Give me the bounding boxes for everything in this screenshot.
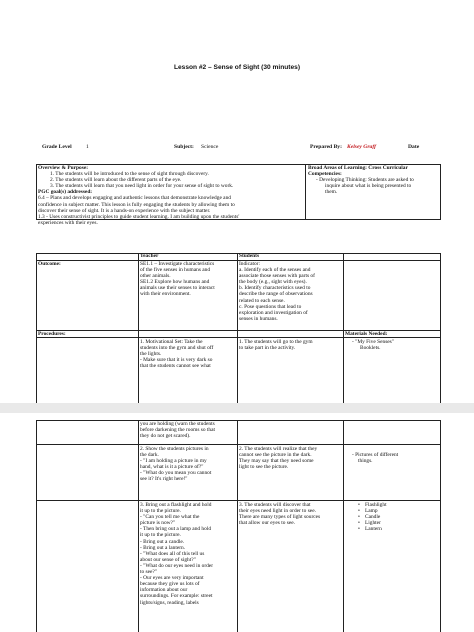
procedure-teacher-cell	[140, 339, 236, 369]
document-page-2	[0, 413, 474, 632]
pgc-line: discover their sense of sight. It is a hands-on experience with the subject matter.	[38, 207, 211, 214]
row3-teacher-cell	[140, 502, 236, 606]
pgc-line: 6.4 – Plans and develops engaging and authentic lessons that demonstrate knowledge and	[38, 195, 231, 202]
cell-line: - "What do you mean you cannot	[140, 470, 212, 477]
cell-line: SE1.1 – Investigate characteristics	[140, 261, 215, 267]
cell-line: 2. Show the students pictures in	[140, 446, 209, 452]
cell-line: 1. Motivational Set: Take the	[140, 339, 203, 345]
cell-line: describe the range of observations	[239, 291, 313, 298]
cell-line: - Make sure that it is very dark so	[140, 357, 213, 364]
procedure-materials-cell	[352, 339, 440, 351]
date-label: Date	[408, 144, 420, 150]
row2-materials-cell	[352, 452, 440, 464]
cell-line: it up to the picture.	[140, 532, 181, 539]
cell-line: There are many types of light sources	[239, 514, 321, 521]
cell-line: they do not get scared).	[140, 433, 191, 440]
row3-students-cell	[239, 502, 342, 526]
pgc-line: confidence in subject matter. This lesson is fully engaging the students by allowing them to	[38, 201, 235, 208]
cell-line: senses in humans.	[239, 315, 278, 322]
cell-line: 3. Bring out a flashlight and hold	[140, 502, 212, 508]
broad-areas-item: them.	[325, 189, 338, 196]
cell-line: things.	[358, 458, 373, 465]
outcome-students-cell	[239, 261, 342, 322]
outcome-label: Outcome:	[38, 261, 61, 267]
cell-line: the lights.	[140, 351, 162, 358]
cell-line: animals use their senses to interact	[140, 285, 215, 292]
cell-line: 1. The students will go to the gym	[239, 339, 313, 345]
cell-line: light to see the picture.	[239, 464, 289, 471]
cell-line: - Bring out a candle.	[140, 538, 185, 545]
cell-line: the dark.	[140, 452, 159, 459]
overview-divider	[305, 164, 306, 220]
cell-line: - Pictures of different	[352, 452, 399, 458]
material-bullet-item: • Lighter	[358, 520, 440, 526]
cell-line: information about our	[140, 587, 188, 594]
table-col-line	[237, 253, 238, 403]
material-bullet-item: • Flashlight	[358, 502, 440, 508]
cell-line: exploration and investigation of	[239, 309, 308, 316]
cell-line: c. Pose questions that lead to	[239, 303, 302, 310]
table-row-line	[36, 500, 441, 501]
procedure-students-cell	[239, 339, 342, 351]
overview-item: 3. The students will learn that you need light in order for your sense of sight to work.	[50, 183, 234, 190]
cell-line: see it? It's right here!"	[140, 476, 188, 483]
table-row-line	[36, 444, 441, 445]
cell-line: their eyes need light in order to see.	[239, 508, 316, 515]
grade-value: 1	[86, 144, 89, 150]
cell-line: b. Identify characteristics used to	[239, 285, 311, 292]
overview-section	[38, 165, 304, 226]
overview-item: 1. The students will be introduced to the sense of sight through discovery.	[50, 171, 209, 178]
cell-line: - "What do our eyes need in order	[140, 562, 213, 569]
overview-item: 2. The students will learn about the different parts of the eye.	[50, 177, 182, 184]
prepared-by-value: Kelsey Graff	[347, 144, 376, 150]
table-col-line	[237, 420, 238, 632]
row2-students-cell	[239, 446, 342, 470]
cell-line: lights/signs, reading, labels	[140, 599, 199, 606]
cell-line: SE1.2 Explore how humans and	[140, 279, 210, 286]
subject-value: Science	[201, 144, 219, 150]
lesson-title: Lesson #2 – Sense of Sight (30 minutes)	[173, 64, 301, 71]
cell-line: They may say that they need some	[239, 458, 314, 465]
cell-line: other animals.	[140, 273, 171, 280]
cell-line: cannot see the picture in the dark.	[239, 452, 312, 459]
cell-line: Indicator:	[239, 261, 260, 267]
pgc-line: 1.3 - Uses constructivist principles to guide student learning. I am building upon the students'	[38, 213, 240, 220]
material-bullet-item: • Lamp	[358, 508, 440, 514]
cell-line: - "My Five Senses"	[352, 339, 394, 345]
table-col-line	[138, 253, 139, 403]
cell-line: about our sense of sight?"	[140, 556, 196, 563]
cell-line: - "What does all of this tell us	[140, 550, 205, 557]
cell-line: picture is now?"	[140, 520, 176, 527]
row1-teacher-cell	[140, 421, 236, 439]
cell-line: the body (e.g., sight with eyes).	[239, 279, 307, 286]
cell-line: a. Identify each of the senses and	[239, 267, 311, 274]
subject-label: Subject:	[174, 144, 194, 150]
cell-line: students into the gym and shut off	[140, 345, 214, 352]
cell-line: related to each sense.	[239, 297, 285, 304]
cell-line: 2. The students will realize that they	[239, 446, 318, 452]
broad-areas-section	[308, 165, 440, 195]
teacher-header: Teacher	[140, 253, 159, 259]
cell-line: because they give us lots of	[140, 581, 200, 588]
table-row-line	[36, 337, 441, 338]
outcome-teacher-cell	[140, 261, 236, 298]
cell-line: of the five senses in humans and	[140, 267, 211, 274]
cell-line: 3. The students will discover that	[239, 502, 311, 508]
cell-line: Booklets.	[360, 345, 381, 352]
cell-line: - Then bring out a lamp and hold	[140, 526, 212, 533]
pgc-line: experiences with their eyes.	[38, 219, 98, 226]
cell-line: it up to the picture.	[140, 508, 181, 515]
students-header: Students	[239, 253, 260, 259]
cell-line: that allow our eyes to see.	[239, 520, 295, 527]
broad-areas-item: inquire about what is being presented to	[325, 183, 412, 190]
cell-line: - Our eyes are very important	[140, 575, 204, 582]
cell-line: surroundings. For example: street	[140, 593, 213, 600]
table-col-line	[343, 420, 344, 632]
procedures-label: Procedures:	[38, 331, 66, 337]
material-bullet-item: • Lantern	[358, 526, 440, 532]
row3-materials-cell	[352, 502, 440, 532]
table-col-line	[343, 253, 344, 403]
cell-line: to see?"	[140, 569, 158, 576]
cell-line: to take part in the activity.	[239, 345, 296, 352]
cell-line: - "Can you tell me what the	[140, 514, 200, 521]
cell-line: you are holding (warn the students	[140, 421, 215, 427]
materials-label: Materials Needed:	[345, 331, 388, 337]
row2-teacher-cell	[140, 446, 236, 483]
cell-line: before darkening the rooms so that	[140, 427, 215, 434]
broad-areas-item: - Developing Thinking: Students are asked to	[316, 177, 414, 184]
prepared-by-label: Prepared By:	[310, 144, 342, 150]
cell-line: associate those senses with parts of	[239, 273, 315, 280]
table-col-line	[138, 420, 139, 632]
broad-areas-heading: Broad Areas of Learning: Cross Curricular	[308, 165, 408, 171]
pgc-heading: PGC goal(s) addressed:	[38, 189, 93, 196]
material-bullet-item: • Candle	[358, 514, 440, 520]
cell-line: with their environment.	[140, 291, 191, 298]
cell-line: hand, what is it a picture of?"	[140, 464, 204, 471]
cell-line: that the students cannot see what	[140, 363, 211, 370]
broad-areas-heading: Competencies:	[308, 171, 342, 178]
grade-label: Grade Level	[42, 144, 72, 150]
cell-line: - Bring out a lantern.	[140, 544, 186, 551]
overview-heading: Overview & Purpose:	[38, 165, 89, 171]
cell-line: - "I am holding a picture in my	[140, 458, 207, 465]
